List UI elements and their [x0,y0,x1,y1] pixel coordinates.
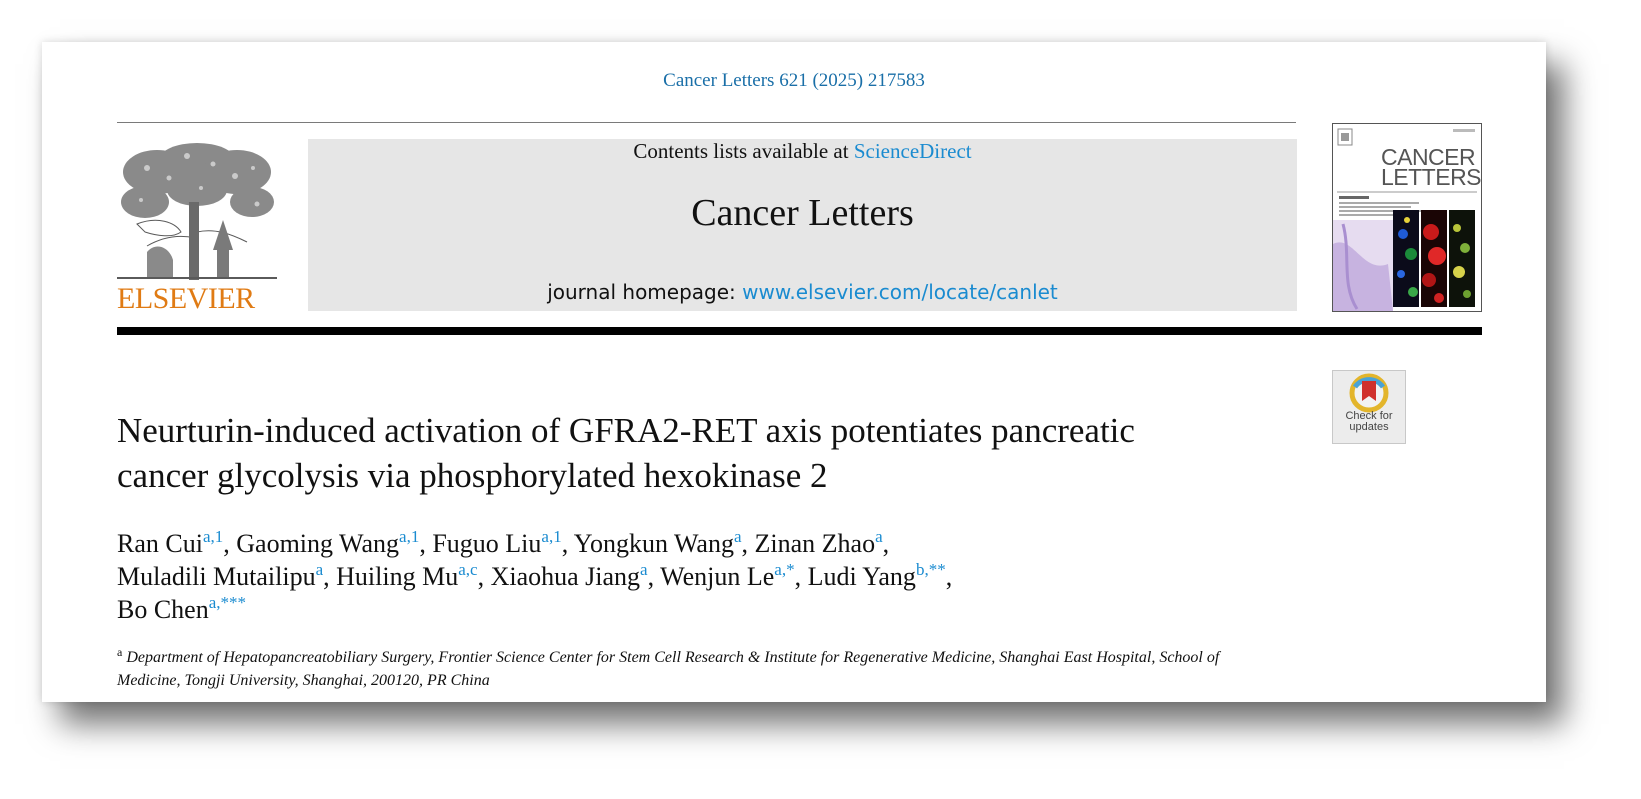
publisher-logo[interactable] [117,142,277,315]
author-affiliation-link[interactable]: a,1 [202,527,224,546]
masthead-rule [117,327,1482,335]
check-label-line1: Check for [1345,410,1393,422]
affiliation-text-continued: Medicine, Tongji University, Shanghai, 200120, PR China [117,672,490,689]
author-affiliation-link[interactable]: b,** [915,560,946,579]
article-title [117,408,1297,498]
author-affiliation-link[interactable]: a [875,527,883,546]
author-name[interactable]: Huiling Mu [336,562,459,591]
contents-prefix: Contents lists available at [633,139,849,163]
author-affiliation-link[interactable]: a,*** [208,593,247,612]
author-affiliation-link[interactable]: a [640,560,648,579]
author-name[interactable]: Xiaohua Jiang [490,562,641,591]
publisher-name: ELSEVIER [117,282,255,315]
author-affiliation-link[interactable]: a,1 [399,527,420,546]
journal-banner [308,139,1297,311]
article-title-line2: cancer glycolysis via phosphorylated hexokinase 2 [117,456,828,495]
sciencedirect-link[interactable]: ScienceDirect [853,139,972,163]
article-title-line1: Neurturin-induced activation of GFRA2-RET axis potentiates pancreatic [117,411,1135,450]
affiliation-text: Department of Hepatopancreatobiliary Surgery, Frontier Science Center for Stem Cell Research & Institute for Regenerative Medicine, Shanghai East Hospital, School of [126,649,1220,666]
author-affiliation-link[interactable]: a,1 [541,527,562,546]
author-list: Ran Cui$^{a,1}$, Gaoming Wang$^{a,1}$, Fuguo Liu$^{a,1}$, Yongkun Wang$^a$, Zinan Zhao$^a$, Muladili Mutailipu$^a$, Huiling Mu$^{a,c}$, Xiaohua Jiang$^a$, Wenjun Le$^{a,*}$, Ludi Yang$^{b,**}$, Bo Chen$^{a,***}$ [117,527,953,624]
author-name[interactable]: Fuguo Liu [432,529,542,558]
author-name[interactable]: Muladili Mutailipu [117,562,316,591]
author-affiliation-link[interactable]: a,c [458,560,478,579]
homepage-prefix: journal homepage: [547,280,736,304]
check-for-updates-button[interactable] [1332,370,1406,444]
journal-cover-thumbnail[interactable] [1332,123,1482,312]
author-name[interactable]: Bo Chen [117,595,209,624]
author-name[interactable]: Ludi Yang [807,562,916,591]
author-affiliation-link[interactable]: a [733,527,742,546]
affiliation-note [117,646,1317,692]
author-name[interactable]: Yongkun Wang [573,529,734,558]
author-name[interactable]: Zinan Zhao [754,529,876,558]
journal-homepage-link[interactable]: www.elsevier.com/locate/canlet [742,280,1058,304]
check-for-updates-label [1333,411,1405,433]
homepage-line [308,280,1297,304]
elsevier-tree-logo-icon [117,142,277,282]
journal-citation[interactable]: Cancer Letters 621 (2025) 217583 [663,70,925,91]
check-label-line2: updates [1349,421,1389,433]
author-name[interactable]: Gaoming Wang [236,529,400,558]
journal-title: Cancer Letters [691,192,914,234]
affiliation-mark: a [117,645,123,659]
cover-title-line2: LETTERS [1381,164,1482,190]
author-name[interactable]: Ran Cui [117,529,203,558]
contents-line [308,139,1297,164]
article-page [42,42,1546,702]
author-name[interactable]: Wenjun Le [660,562,775,591]
cover-title-line1: CANCER [1381,144,1476,170]
author-affiliation-link[interactable]: a,* [774,560,795,579]
author-affiliation-link[interactable]: a [315,560,324,579]
header-divider [117,122,1296,123]
crossmark-icon [1333,373,1405,415]
